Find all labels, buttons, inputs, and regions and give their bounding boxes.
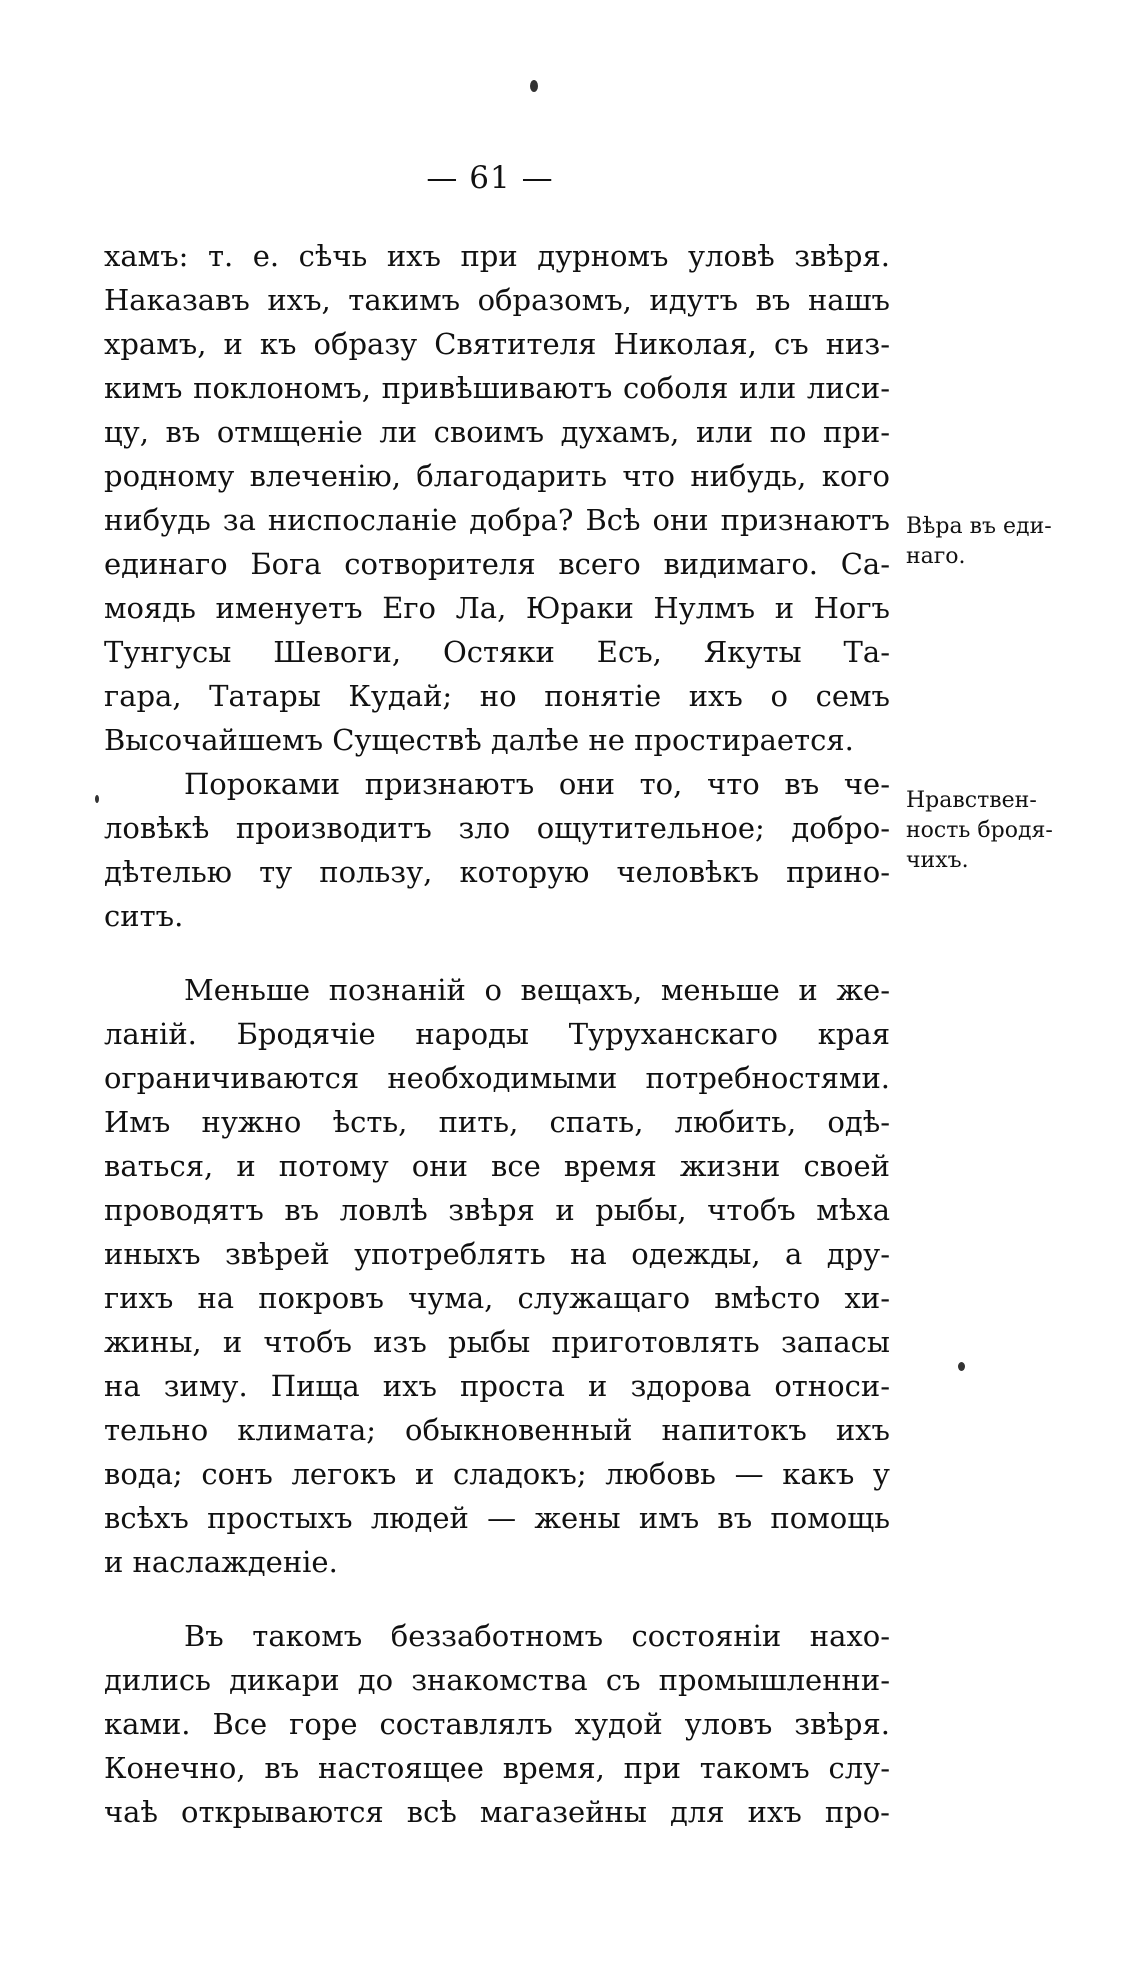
margin-note-line: Вѣра въ еди-	[906, 514, 1052, 539]
margin-note-line: ность бродя-	[906, 818, 1053, 843]
text-line: иныхъ звѣрей употреблять на одежды, а дру-	[104, 1237, 890, 1271]
text-line: вода; сонъ легокъ и сладокъ; любовь — какъ у	[104, 1457, 890, 1491]
text-line: цу, въ отмщеніе ли своимъ духамъ, или по при-	[104, 415, 890, 449]
text-line: Пороками признаютъ они то, что въ че-	[184, 767, 890, 801]
paragraph	[104, 1614, 890, 1834]
main-text	[104, 234, 890, 1834]
text-line: Тунгусы Шевоги, Остяки Есъ, Якуты Та-	[104, 635, 890, 669]
text-line: и наслажденіе.	[104, 1545, 338, 1579]
text-line: ками. Все горе составлялъ худой уловъ звѣря.	[104, 1707, 890, 1741]
text-line: дѣтелью ту пользу, которую человѣкъ прино-	[104, 855, 890, 889]
text-line: всѣхъ простыхъ людей — жены имъ въ помощь	[104, 1501, 890, 1535]
page-number: — 61 —	[426, 160, 554, 196]
text-line: моядь именуетъ Его Ла, Юраки Нулмъ и Ногъ	[104, 591, 890, 625]
text-line: кимъ поклономъ, привѣшиваютъ соболя или лиси-	[104, 371, 890, 405]
text-line: ловѣкѣ производитъ зло ощутительное; добро-	[104, 811, 890, 845]
text-line: нибудь за ниспосланіе добра? Всѣ они признаютъ	[104, 503, 890, 537]
text-line: жины, и чтобъ изъ рыбы приготовлять запасы	[104, 1325, 890, 1359]
text-line: Меньше познаній о вещахъ, меньше и же-	[184, 973, 890, 1007]
text-line: ограничиваются необходимыми потребностями.	[104, 1061, 890, 1095]
margin-note-morality	[906, 786, 1106, 876]
ink-speck	[95, 795, 99, 803]
text-line: хамъ: т. е. сѣчь ихъ при дурномъ уловѣ звѣря.	[104, 239, 890, 273]
text-line: гара, Татары Кудай; но понятіе ихъ о семъ	[104, 679, 890, 713]
paragraph	[104, 234, 890, 762]
margin-note-line: чихъ.	[906, 848, 969, 873]
margin-note-line: Нравствен-	[906, 788, 1037, 813]
text-line: Имъ нужно ѣсть, пить, спать, любить, одѣ-	[104, 1105, 890, 1139]
text-line: единаго Бога сотворителя всего видимаго. Са-	[104, 547, 890, 581]
paragraph	[104, 968, 890, 1584]
text-line: проводятъ въ ловлѣ звѣря и рыбы, чтобъ мѣха	[104, 1193, 890, 1227]
text-line: Наказавъ ихъ, такимъ образомъ, идутъ въ нашъ	[104, 283, 890, 317]
text-line: храмъ, и къ образу Святителя Николая, съ низ-	[104, 327, 890, 361]
text-line: гихъ на покровъ чума, служащаго вмѣсто хи-	[104, 1281, 890, 1315]
text-line: на зиму. Пища ихъ проста и здорова относи-	[104, 1369, 890, 1403]
ink-speck	[958, 1362, 965, 1371]
text-line: Конечно, въ настоящее время, при такомъ слу-	[104, 1751, 890, 1785]
text-line: чаѣ открываются всѣ магазейны для ихъ про-	[104, 1795, 890, 1829]
ink-speck	[530, 80, 538, 92]
paragraph	[104, 762, 890, 938]
text-line: родному влеченію, благодарить что нибудь, кого	[104, 459, 890, 493]
text-line: Въ такомъ беззаботномъ состояніи нахо-	[184, 1619, 890, 1653]
text-line: дились дикари до знакомства съ промышленни-	[104, 1663, 890, 1697]
text-line: ваться, и потому они все время жизни своей	[104, 1149, 890, 1183]
text-line: ситъ.	[104, 899, 184, 933]
text-line: тельно климата; обыкновенный напитокъ ихъ	[104, 1413, 890, 1447]
margin-note-faith	[906, 512, 1106, 572]
margin-note-line: наго.	[906, 544, 966, 569]
text-line: ланій. Бродячіе народы Туруханскаго края	[104, 1017, 890, 1051]
text-line: Высочайшемъ Существѣ далѣе не простирается.	[104, 723, 854, 757]
